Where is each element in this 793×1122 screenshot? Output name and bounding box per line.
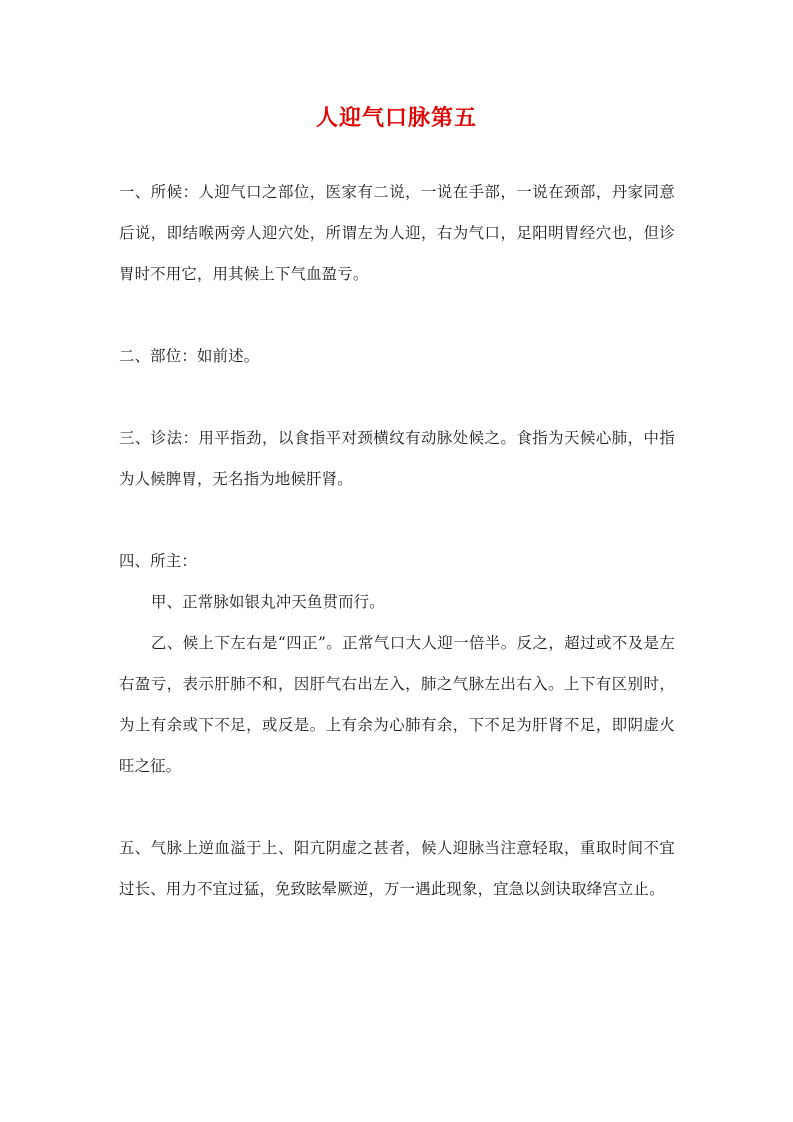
section-spacer: [119, 377, 675, 418]
section-spacer: [119, 500, 675, 541]
section-4-item-a: 甲、正常脉如银丸冲天鱼贯而行。: [151, 593, 385, 611]
section-4-heading: 四、所主：: [119, 552, 197, 570]
document-title: 人迎气口脉第五: [315, 105, 477, 131]
document-body: [119, 172, 675, 910]
section-3-paragraph: 三、诊法：用平指劲，以食指平对颈横纹有动脉处候之。食指为天候心肺，中指为人候脾胃，无名指为地候肝肾。: [119, 429, 675, 488]
section-spacer: [119, 295, 675, 336]
section-spacer: [119, 787, 675, 828]
section-2-paragraph: 二、部位：如前述。: [119, 347, 260, 365]
section-1-paragraph: 一、所候：人迎气口之部位，医家有二说，一说在手部，一说在颈部，丹家同意后说，即结喉两旁人迎穴处，所谓左为人迎，右为气口，足阳明胃经穴也，但诊胃时不用它，用其候上下气血盈亏。: [119, 183, 675, 283]
section-5-paragraph: 五、气脉上逆血溢于上、阳亢阴虚之甚者，候人迎脉当注意轻取，重取时间不宜过长、用力不宜过猛，免致眩晕厥逆，万一遇此现象，宜急以剑诀取绛宫立止。: [119, 839, 675, 898]
section-4-item-b: 乙、候上下左右是“四正”。正常气口大人迎一倍半。反之，超过或不及是左右盈亏，表示肝肺不和，因肝气右出左入，肺之气脉左出右入。上下有区别时，为上有余或下不足，或反是。上有余为心肺有余，下不足为肝肾不足，即阴虚火旺之征。: [119, 634, 675, 775]
